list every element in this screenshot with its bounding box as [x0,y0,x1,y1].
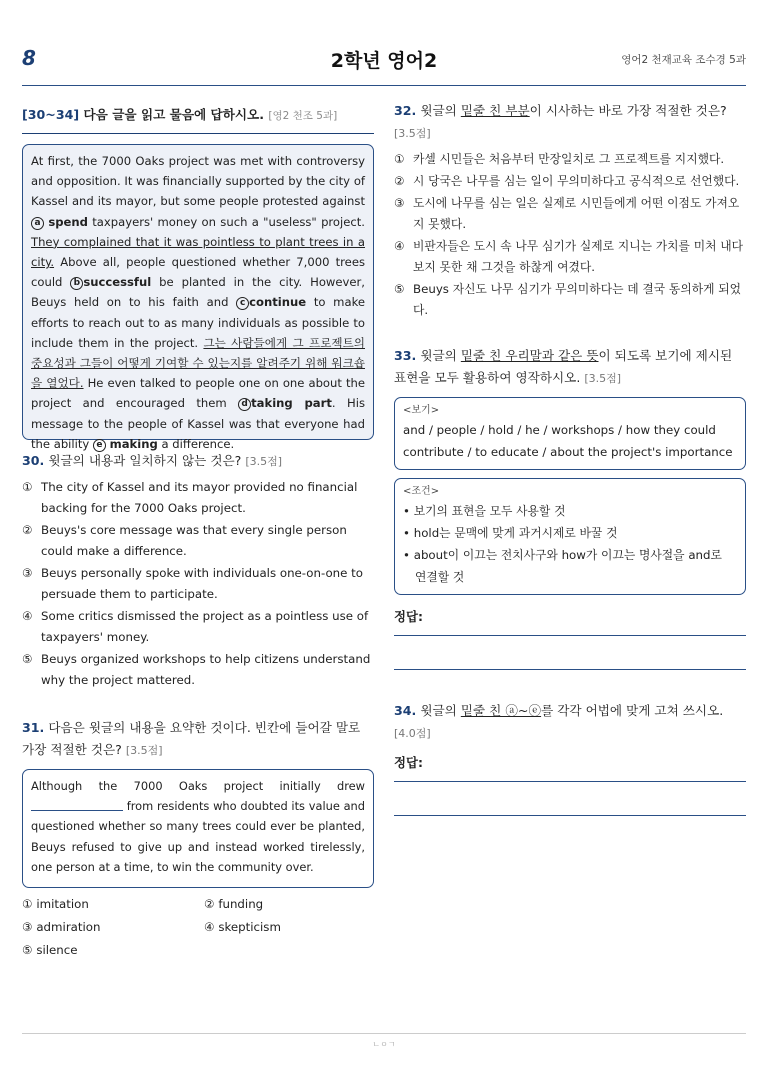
choice-item[interactable]: ④ Some critics dismissed the project as a pointless use of taxpayers' money. [22,609,369,644]
choice-item[interactable]: ① The city of Kassel and its mayor provided no financial backing for the 7000 Oaks project. [22,480,358,515]
answer-line[interactable] [394,781,746,782]
question-30-choices [22,477,374,691]
marker-b: b [70,277,83,290]
question-range: [30~34] [22,107,80,122]
bogi-box [394,397,746,470]
summary-text: from residents who doubted its value and questioned whether so many trees could ever be planted, Beuys refused to give up and instead worked tirelessly, one person at a time, to win the community over. [31,799,365,874]
question-30-heading [22,450,374,473]
page-title: 2학년 영어2 [330,50,438,72]
marker-d: d [238,398,251,411]
left-column [22,100,374,962]
answer-line[interactable] [394,815,746,816]
answer-line[interactable] [394,635,746,636]
choice-item[interactable]: ② 시 당국은 나무를 심는 일이 무의미하다고 공식적으로 선언했다. [394,174,740,188]
question-32-underlined: 밑줄 친 부분 [460,103,530,118]
choice-item[interactable]: ② Beuys's core message was that every single person could make a difference. [22,523,347,558]
question-34-points: [4.0점] [394,727,431,740]
question-group-heading [22,105,374,134]
passage-text: Above all, people questioned whether 7,000 trees could [31,255,365,290]
summary-blank[interactable] [31,799,123,811]
condition-item: • about이 이끄는 전치사구와 how가 이끄는 명사절을 and로 연결할 것 [403,548,722,584]
question-31-heading [22,717,374,762]
header-divider [22,85,746,86]
bogi-label: <보기> [403,405,440,416]
marker-a: a [31,217,44,230]
question-34-number: 34. [394,703,417,718]
passage-text: He even talked to people one on one about the project and encouraged them [31,376,365,411]
right-column [394,100,746,816]
marked-word-c: continue [249,295,307,310]
question-34-answer-label: 정답: [394,755,423,770]
marked-word-b: successful [83,275,152,290]
footer-mark: ㄴㅇㄱ [372,1040,396,1049]
question-31-text: 다음은 윗글의 내용을 요약한 것이다. 빈칸에 들어갈 말로 가장 적절한 것은? [22,720,361,757]
page-header [22,42,746,82]
choice-item[interactable]: ③ Beuys personally spoke with individuals one-on-one to persuade them to participate. [22,566,363,601]
passage-text: to make efforts to reach out to as many individuals as possible to include them in the project. [31,295,366,350]
choice-item[interactable]: ① imitation [22,897,89,911]
choice-item[interactable]: ④ skepticism [204,920,281,934]
choice-item[interactable]: ④ 비판자들은 도시 속 나무 심기가 실제로 지니는 가치를 미처 내다보지 못한 채 그것을 하찮게 여겼다. [394,239,744,274]
summary-text: Although the 7000 Oaks project initially drew [31,779,365,793]
marked-word-d: taking part [251,396,332,411]
summary-box [22,769,374,888]
passage-text: a difference. [157,436,235,451]
choice-item[interactable]: ⑤ Beuys organized workshops to help citizens understand why the project mattered. [22,652,371,687]
condition-box [394,478,746,595]
question-32-choices [394,149,746,321]
condition-item: • 보기의 표현을 모두 사용할 것 [403,504,566,518]
footer-divider [22,1033,746,1034]
page-subtitle: 영어2 천재교육 조수경 5과 [621,54,746,66]
marker-c: c [236,297,249,310]
choice-item[interactable]: ① 카셀 시민들은 처음부터 만장일치로 그 프로젝트를 지지했다. [394,152,725,166]
passage-text: be planted in the city. However, Beuys held on to his faith and [31,275,365,310]
choice-item[interactable]: ⑤ silence [22,943,78,957]
choice-item[interactable]: ③ admiration [22,920,101,934]
question-33-underlined: 밑줄 친 우리말과 같은 뜻 [460,348,599,363]
question-33-number: 33. [394,348,417,363]
passage-text: . His message to the people of Kassel was that everyone had the ability [31,396,366,451]
bogi-text: and / people / hold / he / workshops / how they could contribute / to educate / about the project's importance [403,423,733,459]
underlined-sentence-korean: 그는 사람들에게 그 프로젝트의 중요성과 그들이 어떻게 기여할 수 있는지를 알려주기 위해 워크숍을 열었다. [31,335,365,391]
passage-text: At first, the 7000 Oaks project was met with controversy and opposition. It was financially supported by the city of Kassel and its mayor, but some people protested against [31,154,365,209]
question-31-number: 31. [22,720,45,735]
choice-item[interactable]: ⑤ Beuys 자신도 나무 심기가 무의미하다는 데 결국 동의하게 되었다. [394,282,742,317]
question-30-number: 30. [22,453,45,468]
question-31-points: [3.5점] [125,744,163,757]
question-33-points: [3.5점] [584,372,622,385]
question-32-points: [3.5점] [394,127,431,140]
question-30-text: 윗글의 내용과 일치하지 않는 것은? [48,453,242,468]
group-source: [영2 천조 5과] [268,110,338,122]
answer-line[interactable] [394,669,746,670]
question-34-underlined: 밑줄 친 ⓐ~ⓔ [460,703,542,718]
page-number: 8 [22,46,36,70]
condition-label: <조건> [403,486,440,497]
question-33-heading: 33. 윗글의 밑줄 친 우리말과 같은 뜻이 되도록 보기에 제시된 표현을 모두 활용하여 영작하시오. [3.5점] [394,348,733,385]
question-31-choices [22,893,374,962]
marked-word-e: making [109,436,158,451]
question-32-number: 32. [394,103,417,118]
choice-item[interactable]: ② funding [204,897,264,911]
group-instruction: 다음 글을 읽고 물음에 답하시오. [83,107,264,122]
passage-text: taxpayers' money on such a "useless" project. [87,214,365,229]
question-30-points: [3.5점] [245,455,283,468]
condition-item: • hold는 문맥에 맞게 과거시제로 바꿀 것 [403,526,618,540]
question-32-heading: 32. 윗글의 밑줄 친 부분이 시사하는 바로 가장 적절한 것은? [3.5점] [394,103,727,140]
marked-word-a: spend [48,214,88,229]
choice-item[interactable]: ③ 도시에 나무를 심는 일은 실제로 시민들에게 어떤 이점도 가져오지 못했다. [394,196,740,231]
question-34-heading: 34. 윗글의 밑줄 친 ⓐ~ⓔ를 각각 어법에 맞게 고쳐 쓰시오. [4.0점] [394,703,724,740]
question-33-answer-label: 정답: [394,609,423,624]
marker-e: e [93,439,106,452]
reading-passage [22,144,374,451]
underlined-sentence-english: They complained that it was pointless to plant trees in a city. [31,234,365,270]
